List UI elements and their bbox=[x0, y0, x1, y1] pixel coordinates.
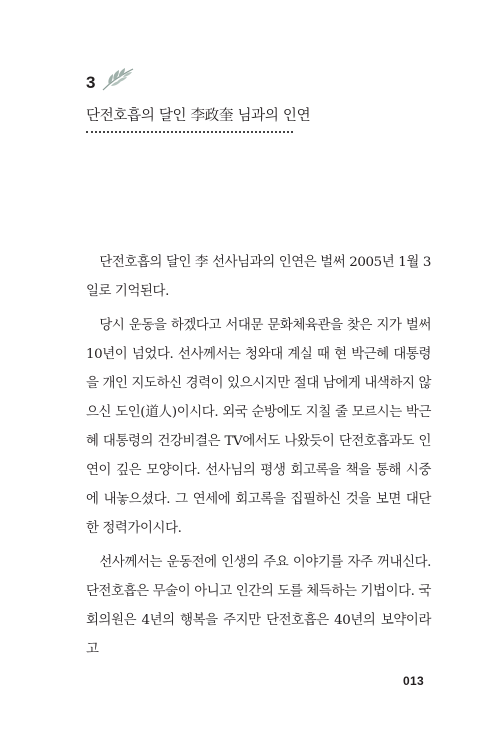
chapter-title: 단전호흡의 달인 李政奎 님과의 인연 bbox=[86, 108, 311, 124]
chapter-header bbox=[86, 64, 386, 133]
paragraph: 당시 운동을 하겠다고 서대문 문화체육관을 찾은 지가 벌써 10년이 넘었다. 선사께서는 청와대 계실 때 현 박근혜 대통령을 개인 지도하신 경력이 있으시지만 절대 남에게 내색하지 않으신 도인(道人)이시다. 외국 순방에도 지칠 줄 모르시는 박근혜 대통령의 건강비결은 TV에서도 나왔듯이 단전호흡과도 인연이 깊은 모양이다. 선사님의 평생 회고록을 책을 통해 시중에 내놓으셨다. 그 연세에 회고록을 집필하신 것을 보면 대단한 정력가이시다. bbox=[86, 318, 431, 536]
body-text bbox=[86, 248, 431, 669]
wheat-leaf-icon bbox=[101, 66, 135, 92]
paragraph: 선사께서는 운동전에 인생의 주요 이야기를 자주 꺼내신다. 단전호흡은 무술이 아니고 인간의 도를 체득하는 기법이다. 국회의원은 4년의 행복을 주지만 단전호흡은 40년의 보약이라고 bbox=[86, 555, 431, 657]
paragraph: 단전호흡의 달인 李 선사님과의 인연은 벌써 2005년 1월 3일로 기억된다. bbox=[86, 255, 431, 299]
dotted-divider bbox=[86, 131, 293, 133]
chapter-number-row bbox=[86, 64, 386, 94]
chapter-number: 3 bbox=[86, 73, 96, 92]
page-number: 013 bbox=[403, 674, 424, 688]
